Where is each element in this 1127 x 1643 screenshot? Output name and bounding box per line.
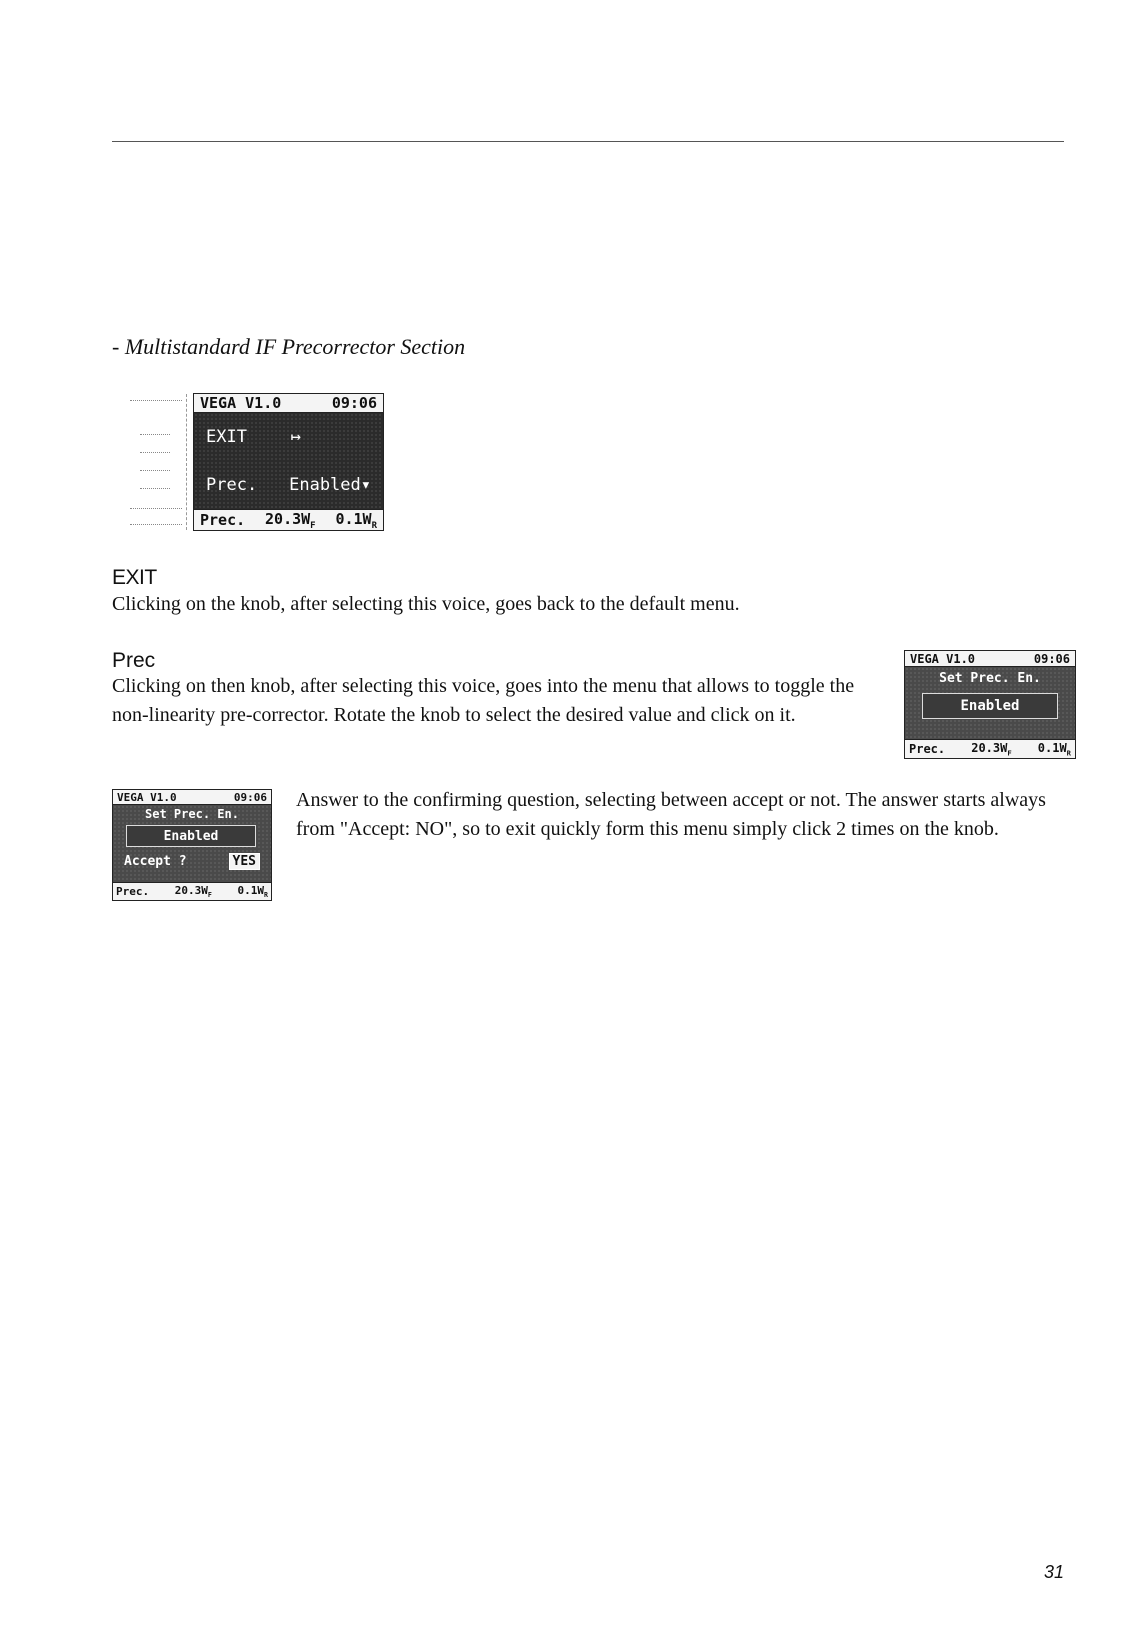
set-prec-title: Set Prec. En.	[939, 671, 1041, 686]
accept-panel	[113, 805, 271, 882]
lcd-header	[113, 790, 271, 805]
lcd-header	[194, 394, 383, 413]
lcd-header-clock: 09:06	[1033, 651, 1070, 666]
section-title: - Multistandard IF Precorrector Section	[112, 334, 466, 359]
knob-sketch-image	[126, 394, 187, 530]
lcd-set-prec-screen	[904, 650, 1076, 759]
header-rule	[112, 141, 1064, 142]
accept-row	[118, 853, 266, 870]
lcd-accept-screen	[112, 789, 272, 901]
accept-description: Answer to the confirming question, selecting between accept or not. The answer starts always from "Accept: NO", so to exit quickly form this menu simply click 2 times on the knob.	[296, 789, 1046, 840]
accept-yes-button[interactable]: YES	[229, 853, 260, 870]
lcd-footer-label: Prec.	[200, 511, 246, 529]
lcd-footer-forward-power: $20.3W_F$	[265, 509, 316, 531]
lcd-footer-label: Prec.	[116, 885, 150, 898]
menu-item-exit[interactable]	[194, 413, 383, 461]
accept-title: Set Prec. En.	[145, 807, 239, 821]
lcd-footer	[194, 509, 383, 530]
exit-arrow-icon: ↦	[290, 427, 301, 447]
lcd-footer-label: Prec.	[909, 742, 946, 756]
lcd-footer-reflected-power: $0.1W_R$	[237, 883, 268, 900]
lcd-header-title: VEGA V1.0	[200, 394, 282, 412]
page-number: 31	[1043, 1562, 1064, 1582]
lcd-header-clock: 09:06	[233, 790, 267, 804]
lcd-footer	[113, 882, 271, 900]
menu-item-prec-label: Prec.	[206, 475, 258, 495]
lcd-footer-reflected-power: $0.1W_R$	[335, 509, 377, 531]
lcd-footer	[905, 739, 1075, 758]
exit-description: Clicking on the knob, after selecting this voice, goes back to the default menu.	[112, 593, 740, 615]
lcd-header-title: VEGA V1.0	[117, 790, 177, 804]
accept-option-enabled: Enabled	[126, 825, 256, 847]
lcd-footer-forward-power: $20.3W_F$	[174, 883, 212, 900]
exit-heading: EXIT	[112, 566, 157, 589]
prec-description: Clicking on then knob, after selecting this voice, goes into the menu that allows to toggle the non-linearity pre-corrector. Rotate the knob to select the desired value and click on it.	[112, 675, 855, 726]
menu-item-exit-label: EXIT	[206, 427, 247, 447]
set-prec-option-enabled[interactable]: Enabled	[922, 693, 1058, 719]
lcd-main-menu-screen	[193, 393, 384, 531]
accept-label: Accept ?	[124, 854, 187, 869]
menu-item-prec[interactable]	[194, 461, 383, 509]
set-prec-panel	[905, 667, 1075, 739]
menu-item-prec-value: Enabled▾	[289, 475, 371, 495]
lcd-header-clock: 09:06	[331, 394, 377, 412]
lcd-footer-reflected-power: $0.1W_R$	[1037, 740, 1071, 758]
prec-heading: Prec	[112, 649, 156, 672]
lcd-header	[905, 651, 1075, 667]
lcd-footer-forward-power: $20.3W_F$	[971, 740, 1012, 758]
lcd-header-title: VEGA V1.0	[910, 651, 976, 666]
